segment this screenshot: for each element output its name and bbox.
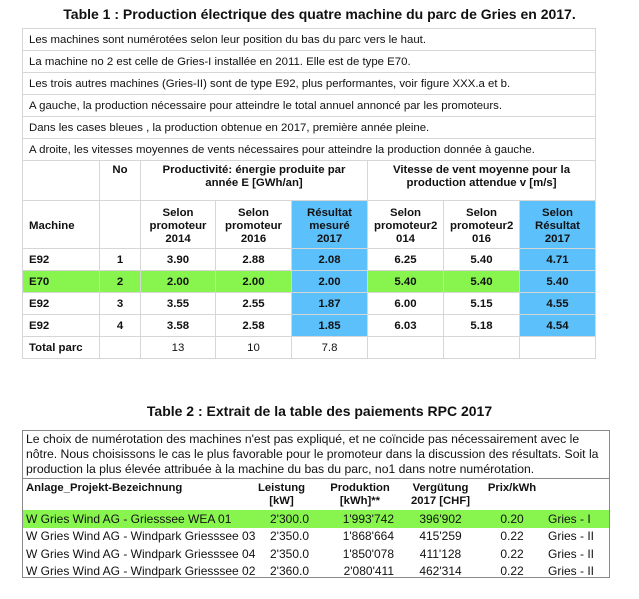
cell-leistung: 2'300.0 xyxy=(270,511,309,526)
cell-v2014: 6.00 xyxy=(368,293,444,315)
cell-prix: 0.22 xyxy=(500,564,524,579)
cell-verguetung: 415'259 xyxy=(419,529,462,544)
cell-e2014: 3.55 xyxy=(141,293,216,315)
cell-v2014: 6.25 xyxy=(368,249,444,271)
cell-name: W Gries Wind AG - Griesssee WEA 01 xyxy=(26,511,232,526)
cell-e2017: 2.00 xyxy=(292,271,368,293)
cell-prix: 0.20 xyxy=(500,511,524,526)
cell-name: W Gries Wind AG - Windpark Griesssee 04 xyxy=(26,546,256,561)
cell-v2017: 4.55 xyxy=(520,293,596,315)
cell-v2016: 5.40 xyxy=(444,249,520,271)
cell-machine: E92 xyxy=(23,249,100,271)
cell-no: 3 xyxy=(100,293,141,315)
cell-machine: E92 xyxy=(23,315,100,337)
cell-e2014: 2.00 xyxy=(141,271,216,293)
cell-group: Gries - II xyxy=(548,546,595,561)
table-row xyxy=(23,563,609,581)
header-prix: Prix/kWh xyxy=(487,482,537,494)
header-e-promoteur-2014: Selon promoteur 2014 xyxy=(141,201,216,249)
header-no: No xyxy=(100,161,141,201)
cell-leistung: 2'360.0 xyxy=(270,564,309,579)
cell-empty xyxy=(444,337,520,359)
table2-title: Table 2 : Extrait de la table des paiements RPC 2017 xyxy=(146,403,493,419)
header-verguetung: Vergütung 2017 [CHF] xyxy=(410,482,470,507)
cell-total-e2016: 10 xyxy=(216,337,292,359)
table2-grid xyxy=(23,479,609,580)
table1-note: La machine no 2 est celle de Gries-I installée en 2011. Elle est de type E70. xyxy=(23,51,596,73)
cell-produktion: 1'868'664 xyxy=(342,529,394,544)
cell-e2016: 2.55 xyxy=(216,293,292,315)
cell-v2017: 4.71 xyxy=(520,249,596,271)
cell-total-e2014: 13 xyxy=(141,337,216,359)
cell-e2017: 1.85 xyxy=(292,315,368,337)
header-produktion: Produktion [kWh]** xyxy=(330,482,390,507)
table2-intro: Le choix de numérotation des machines n'est pas expliqué, et ne coïncide pas nécessairement avec le nôtre. Nous choisissons le cas le plus favorable pour le promoteur dans la discussion des résultats. Soit la production la plus élevée attribuée à la machine du bas du parc, no1 dans notre numérotation. xyxy=(23,431,609,479)
header-e-resultat-2017: Résultat mesuré 2017 xyxy=(292,201,368,249)
cell-name: W Gries Wind AG - Windpark Griesssee 03 xyxy=(26,529,256,544)
table-row xyxy=(23,271,596,293)
header-name: Anlage_Projekt-Bezeichnung xyxy=(26,482,183,494)
cell-name: W Gries Wind AG - Windpark Griesssee 02 xyxy=(26,564,256,579)
cell-e2014: 3.58 xyxy=(141,315,216,337)
cell-prix: 0.22 xyxy=(500,546,524,561)
header-v-resultat-2017: Selon Résultat 2017 xyxy=(520,201,596,249)
cell-verguetung: 411'128 xyxy=(419,546,462,561)
header-empty xyxy=(100,201,141,249)
cell-group: Gries - I xyxy=(548,511,591,526)
header-group xyxy=(545,479,609,510)
cell-v2016: 5.15 xyxy=(444,293,520,315)
header-empty xyxy=(23,161,100,201)
table-row xyxy=(23,315,596,337)
cell-v2017: 4.54 xyxy=(520,315,596,337)
cell-produktion: 1'993'742 xyxy=(342,511,394,526)
cell-group: Gries - II xyxy=(548,529,595,544)
cell-no: 4 xyxy=(100,315,141,337)
table1-note: A gauche, la production nécessaire pour atteindre le total annuel annoncé par les promoteurs. xyxy=(23,95,596,117)
cell-v2016: 5.40 xyxy=(444,271,520,293)
cell-group: Gries - II xyxy=(548,564,595,579)
cell-verguetung: 462'314 xyxy=(419,564,462,579)
cell-e2016: 2.58 xyxy=(216,315,292,337)
header-leistung: Leistung [kW] xyxy=(257,482,306,507)
cell-e2017: 1.87 xyxy=(292,293,368,315)
cell-e2016: 2.88 xyxy=(216,249,292,271)
cell-v2016: 5.18 xyxy=(444,315,520,337)
table-row xyxy=(23,545,609,563)
cell-total-label: Total parc xyxy=(23,337,100,359)
cell-machine: E92 xyxy=(23,293,100,315)
cell-v2014: 5.40 xyxy=(368,271,444,293)
table1-note: Les trois autres machines (Gries-II) sont de type E92, plus performantes, voir figure XXX.a et b. xyxy=(23,73,596,95)
cell-e2017: 2.08 xyxy=(292,249,368,271)
cell-empty xyxy=(520,337,596,359)
cell-v2017: 5.40 xyxy=(520,271,596,293)
table2-payments xyxy=(22,430,610,578)
cell-v2014: 6.03 xyxy=(368,315,444,337)
cell-produktion: 2'080'411 xyxy=(343,564,394,579)
cell-no: 1 xyxy=(100,249,141,271)
cell-leistung: 2'350.0 xyxy=(270,546,309,561)
table-row xyxy=(23,528,609,546)
table-row xyxy=(23,293,596,315)
total-row xyxy=(23,337,596,359)
header-machine: Machine xyxy=(23,201,100,249)
header-wind-speed: Vitesse de vent moyenne pour la production attendue v [m/s] xyxy=(368,161,596,201)
table1-title: Table 1 : Production électrique des quatre machine du parc de Gries en 2017. xyxy=(63,6,576,22)
table-row xyxy=(23,249,596,271)
cell-prix: 0.22 xyxy=(500,529,524,544)
cell-no: 2 xyxy=(100,271,141,293)
cell-e2016: 2.00 xyxy=(216,271,292,293)
header-productivity: Productivité: énergie produite par année E [GWh/an] xyxy=(141,161,368,201)
cell-verguetung: 396'902 xyxy=(419,511,462,526)
cell-total-e2017: 7.8 xyxy=(292,337,368,359)
table1-note: Dans les cases bleues , la production obtenue en 2017, première année pleine. xyxy=(23,117,596,139)
cell-empty xyxy=(368,337,444,359)
cell-e2014: 3.90 xyxy=(141,249,216,271)
table1-note: A droite, les vitesses moyennes de vents nécessaires pour atteindre la production donnée à gauche. xyxy=(23,139,596,161)
table-row xyxy=(23,510,609,528)
cell-produktion: 1'850'078 xyxy=(342,546,394,561)
table1-note: Les machines sont numérotées selon leur position du bas du parc vers le haut. xyxy=(23,29,596,51)
cell-leistung: 2'350.0 xyxy=(270,529,309,544)
header-e-promoteur-2016: Selon promoteur 2016 xyxy=(216,201,292,249)
header-v-promoteur-2014: Selon promoteur2 014 xyxy=(368,201,444,249)
cell-empty xyxy=(100,337,141,359)
header-v-promoteur-2016: Selon promoteur2 016 xyxy=(444,201,520,249)
cell-machine: E70 xyxy=(23,271,100,293)
table1-production xyxy=(22,28,596,359)
